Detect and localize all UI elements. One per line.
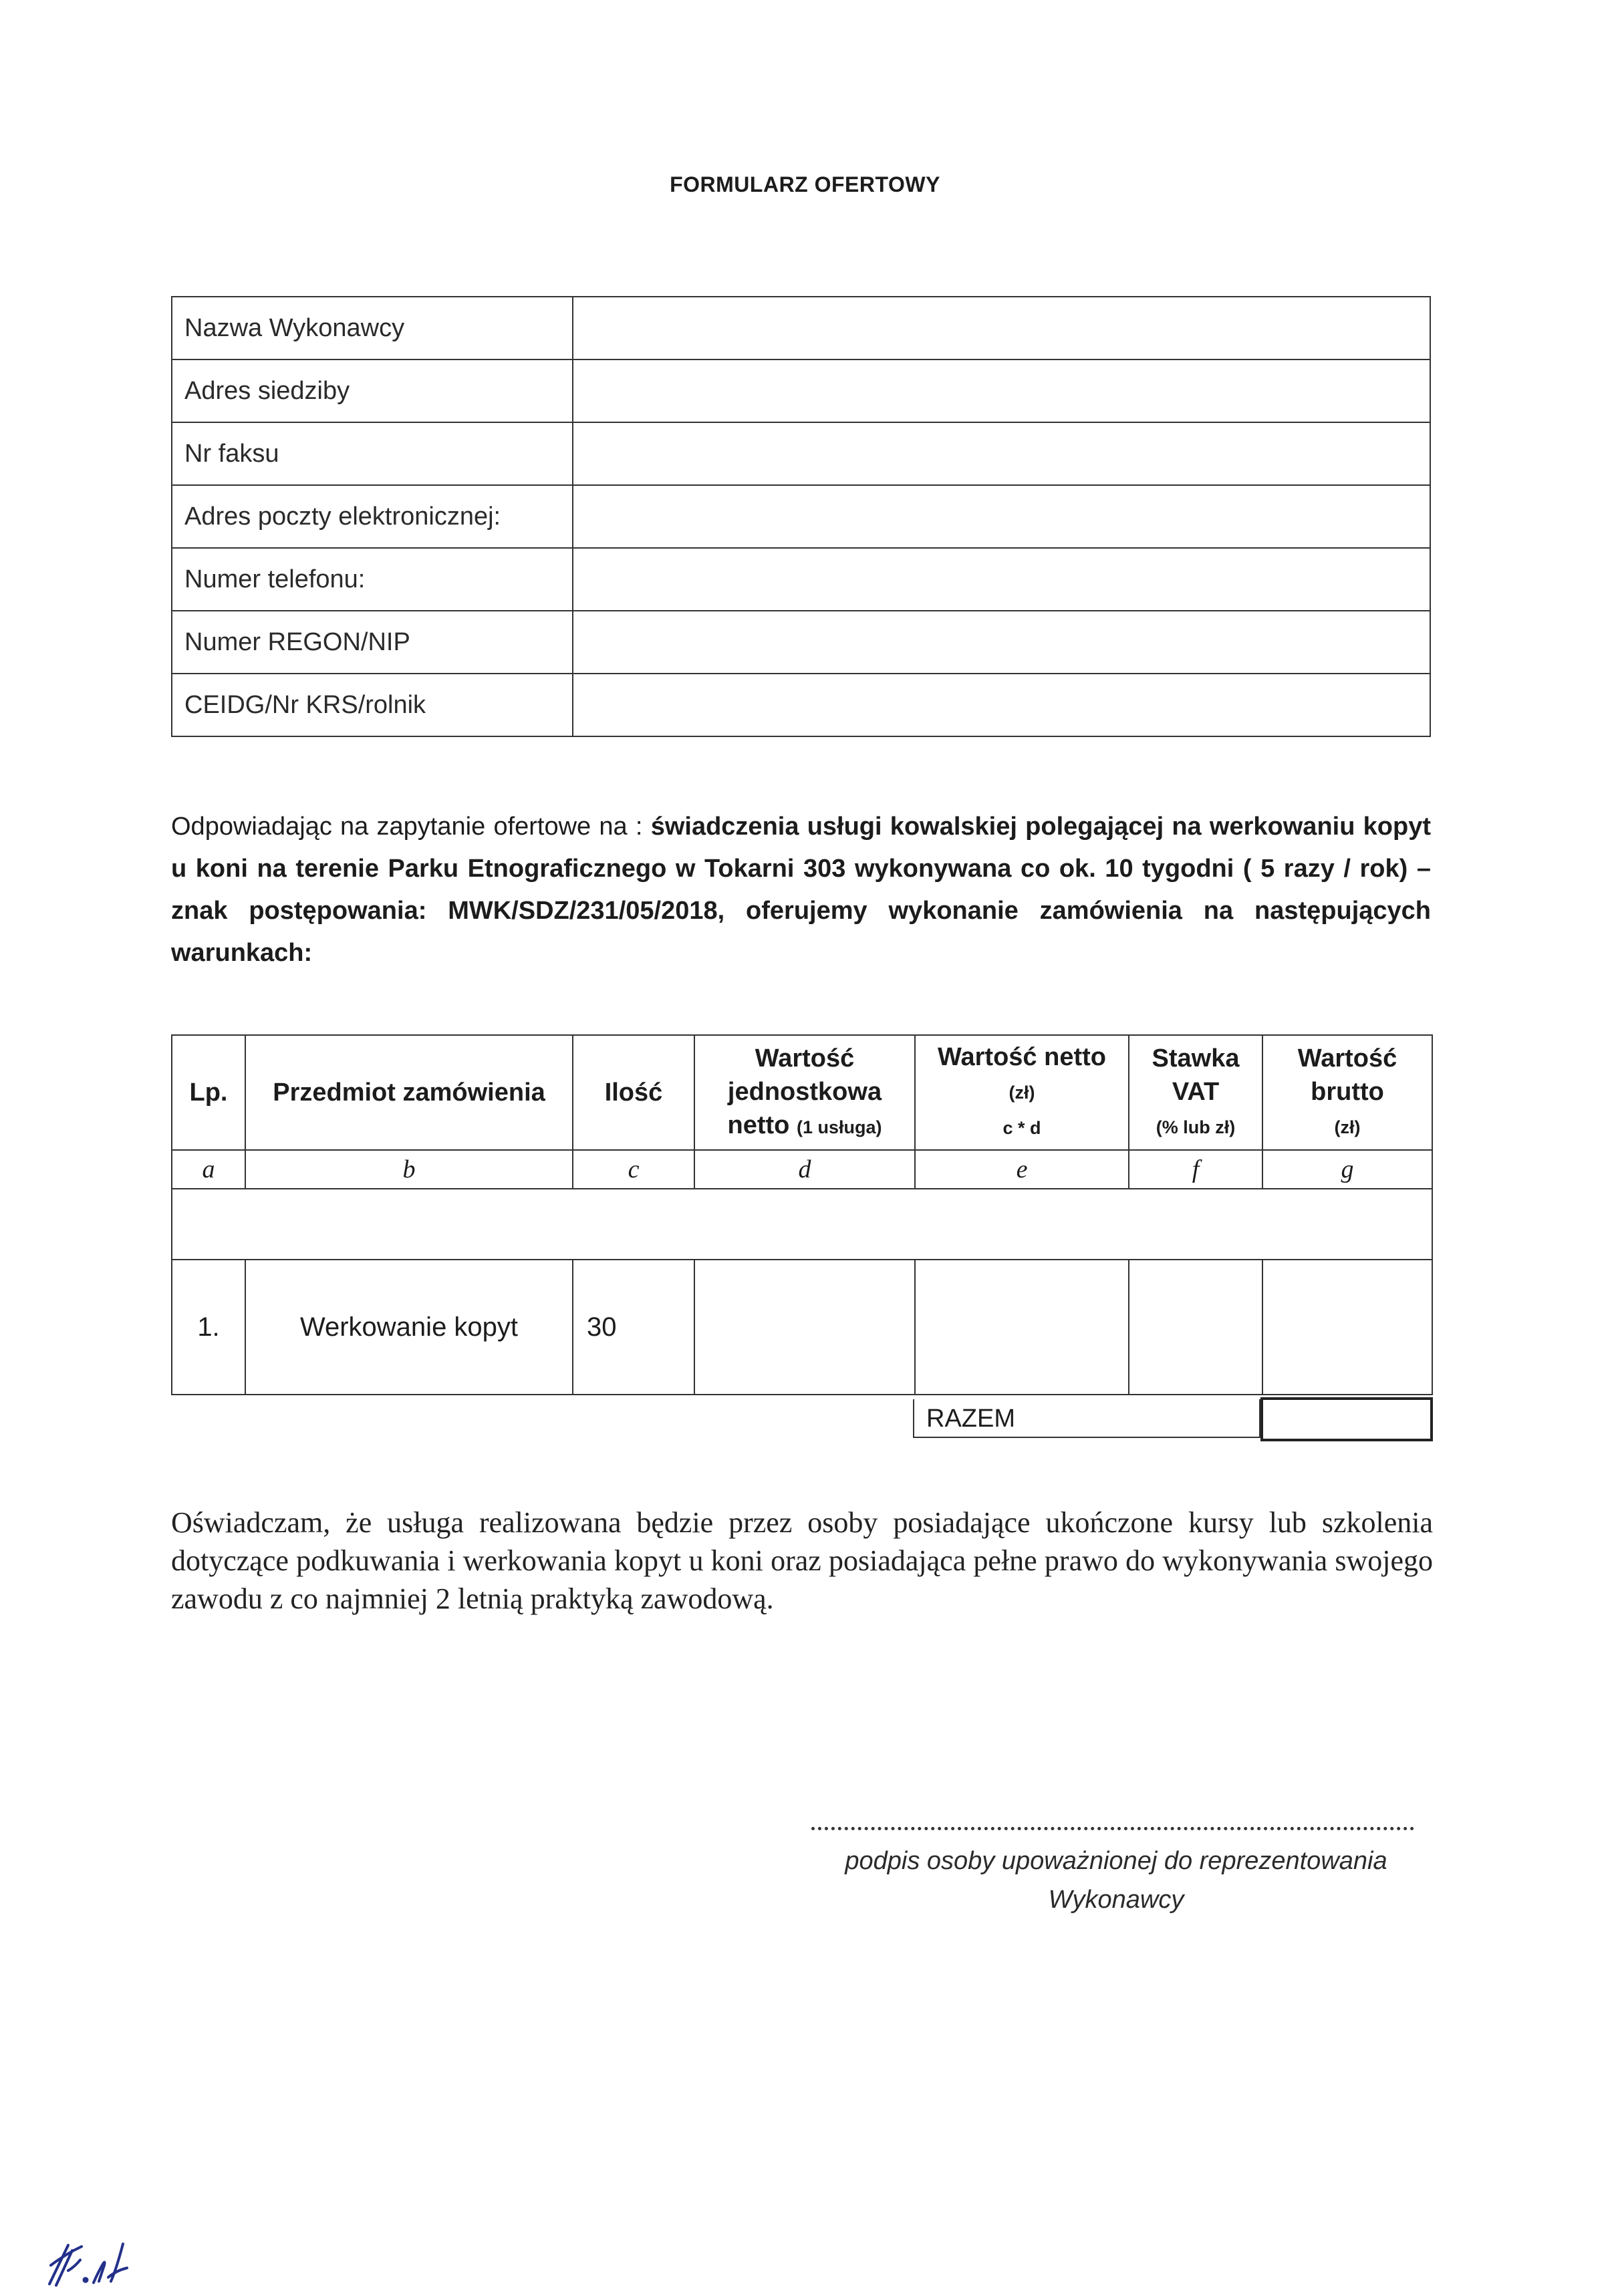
header-lp: Lp.	[172, 1035, 245, 1150]
offer-table-header	[172, 1035, 1432, 1150]
column-letter: f	[1129, 1150, 1262, 1189]
signature-line	[811, 1823, 1414, 1830]
field-fax	[172, 422, 1430, 485]
header-text: netto	[727, 1111, 790, 1139]
table-row	[172, 1260, 1432, 1395]
header-note: (1 usługa)	[796, 1117, 882, 1137]
total-label: RAZEM	[913, 1399, 1260, 1438]
row-qty: 30	[573, 1260, 694, 1395]
column-letter: g	[1262, 1150, 1432, 1189]
declaration-paragraph: Oświadczam, że usługa realizowana będzie przez osoby posiadające ukończone kursy lub szkolenia dotyczące podkuwania i werkowania kopyt u koni oraz posiadająca pełne prawo do wykonywania swojego zawodu z co najmniej 2 letnią praktyką zawodową.	[171, 1506, 1433, 1615]
header-text: Wartość	[1297, 1044, 1397, 1072]
field-label: Adres siedziby	[172, 360, 573, 422]
address-field	[573, 360, 1430, 422]
header-text: Wartość netto	[938, 1043, 1106, 1071]
field-contractor-name	[172, 297, 1430, 360]
email-field	[573, 485, 1430, 548]
header-formula: c * d	[1002, 1118, 1041, 1138]
contractor-name-field	[573, 297, 1430, 360]
form-title: FORMULARZ OFERTOWY	[670, 172, 940, 196]
header-text: jednostkowa	[727, 1077, 882, 1106]
field-label: Adres poczty elektronicznej:	[172, 485, 573, 548]
handwritten-initials-icon	[41, 2231, 135, 2291]
signature-caption-line: podpis osoby upoważnionej do reprezentowania	[845, 1847, 1387, 1875]
header-text	[695, 1109, 914, 1144]
field-label: CEIDG/Nr KRS/rolnik	[172, 674, 573, 736]
field-label: Numer telefonu:	[172, 548, 573, 611]
fax-field	[573, 422, 1430, 485]
field-label: Nr faksu	[172, 422, 573, 485]
header-text: Wartość	[755, 1044, 855, 1072]
header-text: Stawka	[1152, 1044, 1240, 1072]
header-qty: Ilość	[573, 1035, 694, 1150]
vat-cell	[1129, 1260, 1262, 1395]
column-letter: d	[694, 1150, 915, 1189]
contractor-info-table	[171, 296, 1431, 737]
header-vat	[1129, 1035, 1262, 1150]
total-value-box[interactable]	[1260, 1397, 1433, 1441]
spacer-cell	[172, 1189, 1432, 1260]
header-text: VAT	[1172, 1077, 1220, 1106]
column-letter: b	[245, 1150, 573, 1189]
column-letters-row	[172, 1150, 1432, 1189]
spacer-row	[172, 1189, 1432, 1260]
field-phone	[172, 548, 1430, 611]
column-letter: e	[915, 1150, 1129, 1189]
header-net	[915, 1035, 1129, 1150]
field-label: Numer REGON/NIP	[172, 611, 573, 674]
header-gross	[1262, 1035, 1432, 1150]
gross-cell	[1262, 1260, 1432, 1395]
phone-field	[573, 548, 1430, 611]
signature-caption-line: Wykonawcy	[1048, 1886, 1184, 1914]
signature-caption	[789, 1842, 1444, 1919]
offer-intro-paragraph	[171, 806, 1431, 974]
field-label: Nazwa Wykonawcy	[172, 297, 573, 360]
net-cell	[915, 1260, 1129, 1395]
intro-subject: świadczenia usługi kowalskiej polegającej na werkowaniu kopyt u koni na terenie Parku Etnograficznego w Tokarni 303 wykonywana co ok. 10 tygodni ( 5 razy / rok) – znak postępowania: MWK/SDZ/231/05/2018, oferujemy wykonanie zamówienia na następujących warunkach:	[171, 813, 1431, 967]
ceidg-krs-field	[573, 674, 1430, 736]
header-subject: Przedmiot zamówienia	[245, 1035, 573, 1150]
unit-net-cell	[694, 1260, 915, 1395]
row-subject: Werkowanie kopyt	[245, 1260, 573, 1395]
header-note: (zł)	[1009, 1083, 1035, 1103]
field-regon-nip	[172, 611, 1430, 674]
offer-table	[171, 1034, 1433, 1395]
column-letter: a	[172, 1150, 245, 1189]
header-note: (zł)	[1334, 1117, 1361, 1137]
row-lp: 1.	[172, 1260, 245, 1395]
regon-nip-field	[573, 611, 1430, 674]
field-address	[172, 360, 1430, 422]
header-unit-net	[694, 1035, 915, 1150]
field-email	[172, 485, 1430, 548]
header-note: (% lub zł)	[1156, 1117, 1236, 1137]
intro-prefix: Odpowiadając na zapytanie ofertowe na :	[171, 813, 651, 841]
column-letter: c	[573, 1150, 694, 1189]
header-text: brutto	[1311, 1077, 1384, 1106]
field-ceidg-krs	[172, 674, 1430, 736]
